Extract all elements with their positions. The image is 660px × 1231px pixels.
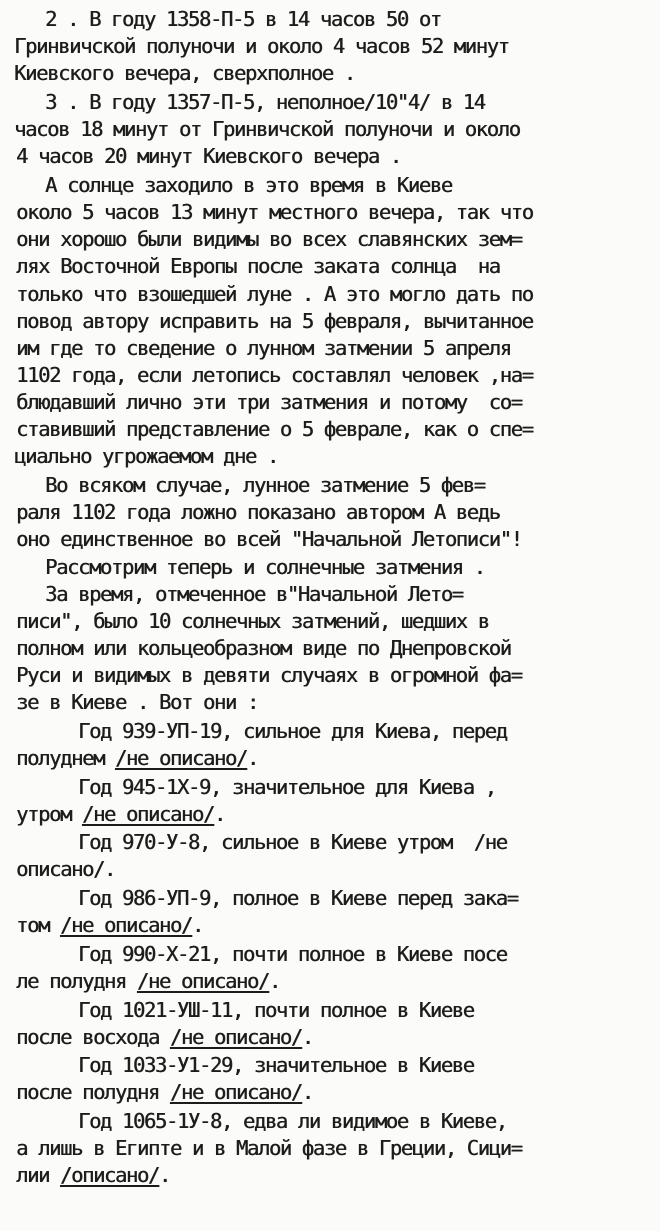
text-line: За время, отмеченное в"Начальной Лето= <box>12 582 463 606</box>
text-line: 4 часов 20 минут Киевского вечера . <box>16 144 401 168</box>
text-line: блюдавший лично эти три затмения и потому со= <box>16 390 522 414</box>
text-line: Киевского вечера, сверхполное . <box>14 61 355 85</box>
text-line: Год 990-Х-21, почти полное в Киеве посе <box>12 942 507 966</box>
text-line: 2 . В году 1358-П-5 в 14 часов 50 от <box>12 7 441 31</box>
text-line: А солнце заходило в это время в Киеве <box>12 173 452 197</box>
text-line: а лишь в Египте и в Малой фазе в Греции, Сици= <box>16 1136 522 1160</box>
text-line: Во всяком случае, лунное затмение 5 фев= <box>12 473 485 497</box>
text-line: Год 1033-У1-29, значительное в Киеве <box>12 1053 474 1077</box>
text-line: повод автору исправить на 5 февраля, вычитанное <box>16 309 533 333</box>
text-line: Год 1065-1У-8, едва ли видимое в Киеве, <box>12 1109 507 1133</box>
text-line: ставивший представление о 5 феврале, как о спе= <box>16 417 533 441</box>
text-line: циально угрожаемом дне . <box>14 444 278 468</box>
text-line: полном или кольцеобразном виде по Днепровской <box>16 636 511 660</box>
text-line: только что взошедшей луне . А это могло дать по <box>16 282 533 306</box>
text-line: после восхода /не описано/. <box>16 1025 313 1049</box>
text-line: Год 945-1Х-9, значительное для Киева , <box>12 775 496 799</box>
text-line: зе в Киеве . Вот они : <box>16 690 258 714</box>
text-line: после полудня /не описано/. <box>16 1080 313 1104</box>
underlined-note: /не описано/ <box>59 913 192 937</box>
text-line: 1102 года, если летопись составлял человек ,на= <box>16 363 533 387</box>
text-line: лях Восточной Европы после заката солнца на <box>16 254 500 278</box>
underlined-note: /не описано/ <box>169 1080 302 1104</box>
text-line: им где то сведение о лунном затмении 5 апреля <box>16 336 511 360</box>
text-line: Руси и видимых в девяти случаях в огромной фа= <box>16 663 522 687</box>
text-line: Год 1021-УШ-11, почти полное в Киеве <box>12 998 474 1022</box>
underlined-note: /не описано/ <box>136 969 269 993</box>
text-line: Рассмотрим теперь и солнечные затмения . <box>12 555 485 579</box>
text-line: полуднем /не описано/. <box>16 746 258 770</box>
text-line: Год 970-У-8, сильное в Киеве утром /не <box>12 830 507 854</box>
text-line: лии /описано/. <box>16 1163 170 1187</box>
text-line: том /не описано/. <box>16 913 203 937</box>
text-line: ле полудня /не описано/. <box>16 969 280 993</box>
text-line: Год 986-УП-9, полное в Киеве перед зака= <box>12 886 518 910</box>
underlined-note: /не описано/ <box>81 802 214 826</box>
text-line: описано/. <box>16 857 115 881</box>
text-line: утром /не описано/. <box>16 802 225 826</box>
text-line: Год 939-УП-19, сильное для Киева, перед <box>12 719 507 743</box>
underlined-note: /не описано/ <box>114 746 247 770</box>
underlined-note: /не описано/ <box>169 1025 302 1049</box>
text-line: оно единственное во всей "Начальной Летописи"! <box>16 527 522 551</box>
text-line: писи", было 10 солнечных затмений, шедших в <box>16 609 489 633</box>
text-line: они хорошо были видимы во всех славянских зем= <box>16 227 522 251</box>
text-line: 3 . В году 1357-П-5, неполное/10"4/ в 14 <box>12 90 485 114</box>
text-line: часов 18 минут от Гринвичской полуночи и около <box>14 117 520 141</box>
text-line: Гринвичской полуночи и около 4 часов 52 минут <box>14 34 509 58</box>
underlined-note: /описано/ <box>59 1163 159 1187</box>
text-line: около 5 часов 13 минут местного вечера, так что <box>16 200 533 224</box>
text-line: раля 1102 года ложно показано автором А ведь <box>16 500 500 524</box>
